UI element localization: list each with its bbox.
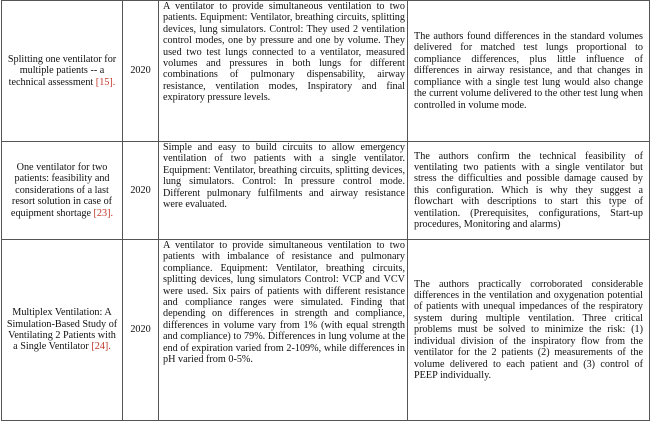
study-title-cell bbox=[2, 1, 123, 142]
study-title: One ventilator for two patients: feasibility and considerations of a last resort solution in case of equipment shortage bbox=[10, 161, 113, 219]
result-cell: The authors practically corroborated considerable differences in the ventilation and oxygenation potential of patients with unequal impedances of the respiratory system during multiple ventilation. Three critical problems must be solved to minimize the risk: (1) individual division of the inspiratory flow from the ventilator for the 2 patients (2) measurements of the volume delivered to each patient and (3) control of PEEP individually. bbox=[408, 240, 650, 421]
year-cell: 2020 bbox=[123, 1, 159, 142]
reference-link[interactable]: [23]. bbox=[93, 207, 114, 219]
description-cell: A ventilator to provide simultaneous ventilation to two patients with imbalance of resistance and pulmonary compliance. Equipment: Ventilator, breathing circuits, splitting devices, lung simulators Control: VCP and VCV were used. Six pairs of patients with different resistance and compliance ranges were simulated. Finding that depending on differences in strength and compliance, differences in volume vary from 1% (with equal strength and compliance) to 79%. Differences in lung volume at the end of expiration varied from 2-109%, while differences in pH varied from 0-5%. bbox=[159, 240, 408, 421]
table-row bbox=[2, 240, 650, 421]
description-cell: Simple and easy to build circuits to allow emergency ventilation of two patients with a single ventilator. Equipment: Ventilator, breathing circuits, splitting devices, lung simulators. Control: In pressure control mode. Different pulmonary fulfilments and airway resistance were evaluated. bbox=[159, 142, 408, 240]
review-table bbox=[1, 0, 650, 421]
study-title: Splitting one ventilator for multiple patients -- a technical assessment bbox=[7, 53, 117, 88]
table-row bbox=[2, 142, 650, 240]
year-cell: 2020 bbox=[123, 142, 159, 240]
result-cell: The authors found differences in the standard volumes delivered for matched test lungs proportional to compliance differences, plus little influence of differences in airway resistance, and that changes in compliance with a single test lung would also change the current volume delivered to the other test lung when controlled in volume mode. bbox=[408, 1, 650, 142]
study-title-cell bbox=[2, 142, 123, 240]
description-cell: A ventilator to provide simultaneous ventilation to two patients. Equipment: Ventilator, breathing circuits, splitting devices, lung simulators. Control: They used 2 ventilation control modes, one by pressure and one by volume. They used two test lungs connected to a ventilator, measured volumes and pressures in both lungs for different combinations of pulmonary dispensability, airway resistance, ventilation modes, Inspiratory and final expiratory pressure levels. bbox=[159, 1, 408, 142]
result-cell: The authors confirm the technical feasibility of ventilating two patients with a single ventilator but stress the difficulties and possible damage caused by this configuration. Which is why they suggest a flowchart with descriptions to start this type of ventilation. (Prerequisites, configurations, Start-up procedures, Monitoring and alarms) bbox=[408, 142, 650, 240]
year-cell: 2020 bbox=[123, 240, 159, 421]
study-title: Multiplex Ventilation: A Simulation-Based Study of Ventilating 2 Patients with a Single Ventilator bbox=[6, 307, 118, 353]
reference-link[interactable]: [15]. bbox=[95, 76, 116, 88]
table-row bbox=[2, 1, 650, 142]
reference-link[interactable]: [24]. bbox=[91, 341, 111, 353]
study-title-cell bbox=[2, 240, 123, 421]
